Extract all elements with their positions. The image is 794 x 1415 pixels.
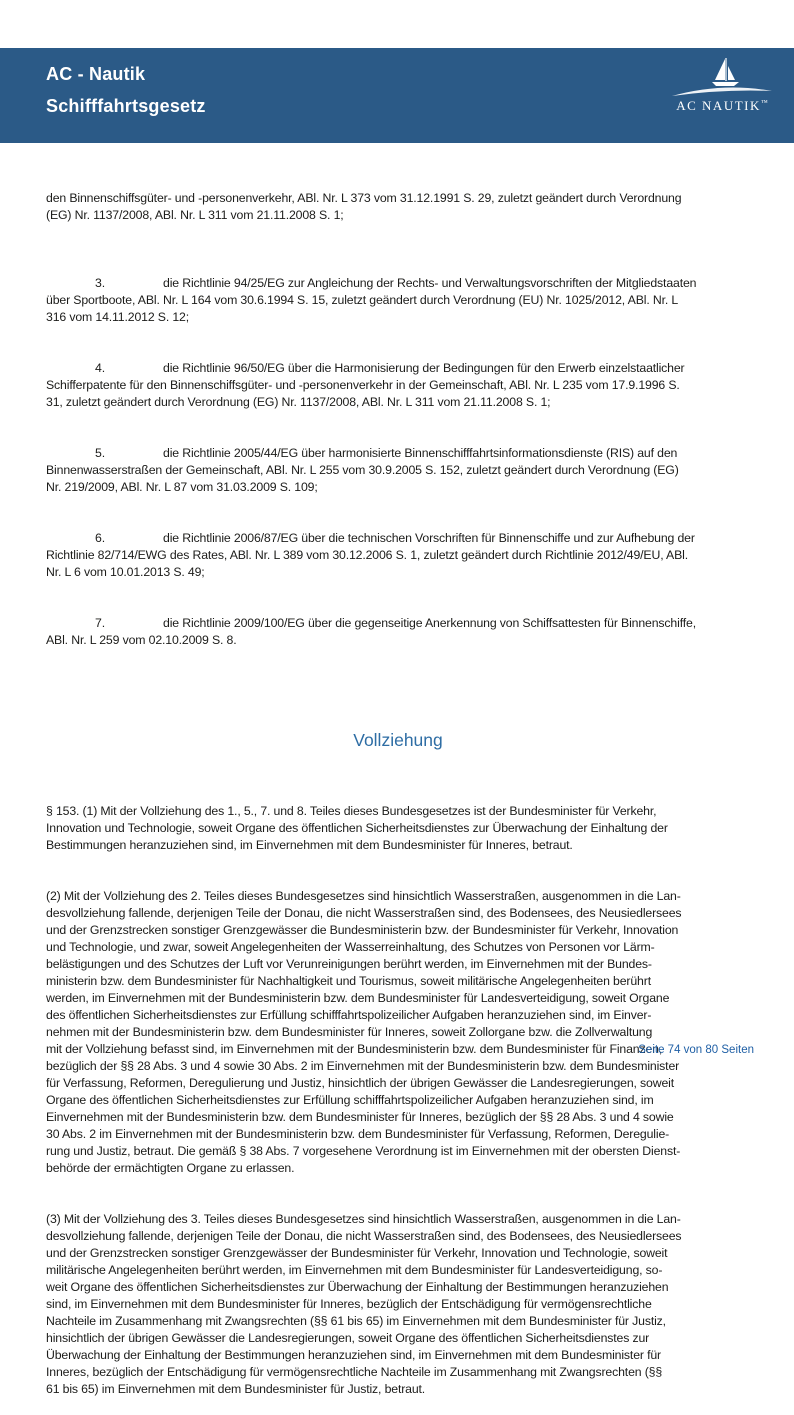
list-item-text: die Richtlinie 94/25/EG zur Angleichung der Rechts- und Verwaltungsvorschriften der Mitgliedstaaten über Sportboote, ABl. Nr. L 164 vom 30.6.1994 S. 15, zuletzt geändert durch Verordnung (EU) Nr. 1025/2012, ABl. Nr. L 316 vom 14.11.2012 S. 12; xyxy=(46,276,697,324)
list-item xyxy=(46,275,750,326)
list-item-number: 6. xyxy=(95,531,105,545)
list-item-text: die Richtlinie 96/50/EG über die Harmonisierung der Bedingungen für den Erwerb einzelstaatlicher Schifferpatente für den Binnenschiffsgüter- und -personenverkehr in der Gemeinschaft, ABl. Nr. L 235 vom 17.9.1996 S. 31, zuletzt geändert durch Verordnung (EG) Nr. 1137/2008, ABl. Nr. L 311 vom 21.11.2008 S. 1; xyxy=(46,361,685,409)
paragraph-intro: den Binnenschiffsgüter- und -personenverkehr, ABl. Nr. L 373 vom 31.12.1991 S. 29, zuletzt geändert durch Verordnung (EG) Nr. 1137/2008, ABl. Nr. L 311 vom 21.11.2008 S. 1; xyxy=(46,191,682,222)
list-item-text: die Richtlinie 2009/100/EG über die gegenseitige Anerkennung von Schiffsattesten für Binnenschiffe, ABl. Nr. L 259 vom 02.10.2009 S. 8. xyxy=(46,616,696,647)
company-logo xyxy=(668,56,776,136)
paragraph-153-3: (3) Mit der Vollziehung des 3. Teiles dieses Bundesgesetzes sind hinsichtlich Wasserstraßen, ausgenommen in die Lan- desvollziehung fallende, derjenigen Teile der Donau, die nicht Wasserstraßen sind, des Bodensees, des Neusiedlersees und der Grenzstrecken sonstiger Grenzgewässer der Bundesminister für Verkehr, Innovation und Technologie, soweit militärische Angelegenheiten berührt werden, im Einvernehmen mit dem Bundesminister für Landesverteidigung, so- weit Organe des öffentlichen Sicherheitsdienstes zur Überwachung der Einhaltung der Bestimmungen heranzuziehen sind, im Einvernehmen mit dem Bundesminister für Inneres, bezüglich der Entschädigung für vermögensrechtliche Nachteile im Zusammenhang mit Zwangsrechten (§§ 61 bis 65) im Einvernehmen mit dem Bundesminister für Justiz, hinsichtlich der übrigen Gewässer die Landesregierungen, soweit Organe des öffentlichen Sicherheitsdienstes zur Überwachung der Einhaltung der Bestimmungen heranzuziehen sind, im Einvernehmen mit dem Bundesminister für Inneres, bezüglich der Entschädigung für vermögensrechtliche Nachteile im Zusammenhang mit Zwangsrechten (§§ 61 bis 65) im Einvernehmen mit dem Bundesminister für Justiz, betraut. xyxy=(46,1212,682,1396)
list-item-number: 3. xyxy=(95,276,105,290)
document-org-title: AC - Nautik xyxy=(46,64,146,84)
paragraph-153-2: (2) Mit der Vollziehung des 2. Teiles dieses Bundesgesetzes sind hinsichtlich Wasserstraßen, ausgenommen in die Lan- desvollziehung fallende, derjenigen Teile der Donau, die nicht Wasserstraßen sind, des Bodensees, des Neusiedlersees und der Grenzstrecken sonstiger Grenzgewässer die Bundesministerin bzw. der Bundesminister für Verkehr, Innovation und Technologie, und zwar, soweit Angelegenheiten der Wasserreinhaltung, des Schutzes von Personen vor Lärm- belästigungen und des Schutzes der Luft vor Verunreinigungen berührt werden, im Einvernehmen mit der Bundes- ministerin bzw. dem Bundesminister für Nachhaltigkeit und Tourismus, soweit militärische Angelegenheiten berührt werden, im Einvernehmen mit der Bundesministerin bzw. dem Bundesminister für Landesverteidigung, soweit Organe des öffentlichen Sicherheitsdienstes zur Erfüllung schifffahrtspolizeilicher Aufgaben heranzuziehen sind, im Einver- nehmen mit der Bundesministerin bzw. dem Bundesminister für Inneres, soweit Zollorgane bzw. die Zollverwaltung mit der Vollziehung befasst sind, im Einvernehmen mit der Bundesministerin bzw. dem Bundesminister für Finanzen, bezüglich der §§ 28 Abs. 3 und 4 sowie 30 Abs. 2 im Einvernehmen mit der Bundesministerin bzw. dem Bundesminister für Verfassung, Reformen, Deregulierung und Justiz, hinsichtlich der übrigen Gewässer die Landesregierungen, soweit Organe des öffentlichen Sicherheitsdienstes zur Erfüllung schifffahrtspolizeilicher Aufgaben heranzuziehen sind, im Einvernehmen mit der Bundesministerin bzw. dem Bundesminister für Inneres, bezüglich der §§ 28 Abs. 3 und 4 sowie 30 Abs. 2 im Einvernehmen mit der Bundesministerin bzw. dem Bundesminister für Verfassung, Reformen, Deregulie- rung und Justiz, betraut. Die gemäß § 38 Abs. 7 vorgesehene Verordnung ist im Einvernehmen mit der obersten Dienst- behörde der ermächtigten Organe zu erlassen. xyxy=(46,889,682,1175)
list-item-text: die Richtlinie 2006/87/EG über die technischen Vorschriften für Binnenschiffe und zur Aufhebung der Richtlinie 82/714/EWG des Rates, ABl. Nr. L 389 vom 30.12.2006 S. 1, zuletzt geändert durch Richtlinie 2012/49/EU, ABl. Nr. L 6 vom 10.01.2013 S. 49; xyxy=(46,531,695,579)
list-item-number: 7. xyxy=(95,616,105,630)
list-item-text: die Richtlinie 2005/44/EG über harmonisierte Binnenschifffahrtsinformationsdienste (RIS) auf den Binnenwasserstraßen der Gemeinschaft, ABl. Nr. L 255 vom 30.9.2005 S. 152, zuletzt geändert durch Verordnung (EG) Nr. 219/2009, ABl. Nr. L 87 vom 31.03.2009 S. 109; xyxy=(46,446,679,494)
list-item xyxy=(46,530,750,581)
page-number-indicator: Seite 74 von 80 Seiten xyxy=(638,1044,754,1056)
list-item xyxy=(46,615,750,649)
list-item xyxy=(46,445,750,496)
trademark-symbol: ™ xyxy=(760,98,768,107)
document-title: Schifffahrtsgesetz xyxy=(46,96,206,116)
list-item-number: 4. xyxy=(95,361,105,375)
paragraph-153-1: § 153. (1) Mit der Vollziehung des 1., 5., 7. und 8. Teiles dieses Bundesgesetzes ist der Bundesminister für Verkehr, Innovation und Technologie, soweit Organe des öffentlichen Sicherheitsdienstes zur Überwachung der Einhaltung der Bestimmungen heranzuziehen sind, im Einvernehmen mit dem Bundesminister für Inneres, betraut. xyxy=(46,804,668,852)
header-titles xyxy=(46,58,206,122)
sailboat-icon xyxy=(668,56,776,100)
header-bar xyxy=(0,48,794,143)
logo-wordmark: AC NAUTIK™ xyxy=(676,98,768,113)
section-heading-vollziehung: Vollziehung xyxy=(353,730,443,750)
document-body xyxy=(46,156,750,1415)
list-item xyxy=(46,360,750,411)
list-item-number: 5. xyxy=(95,446,105,460)
